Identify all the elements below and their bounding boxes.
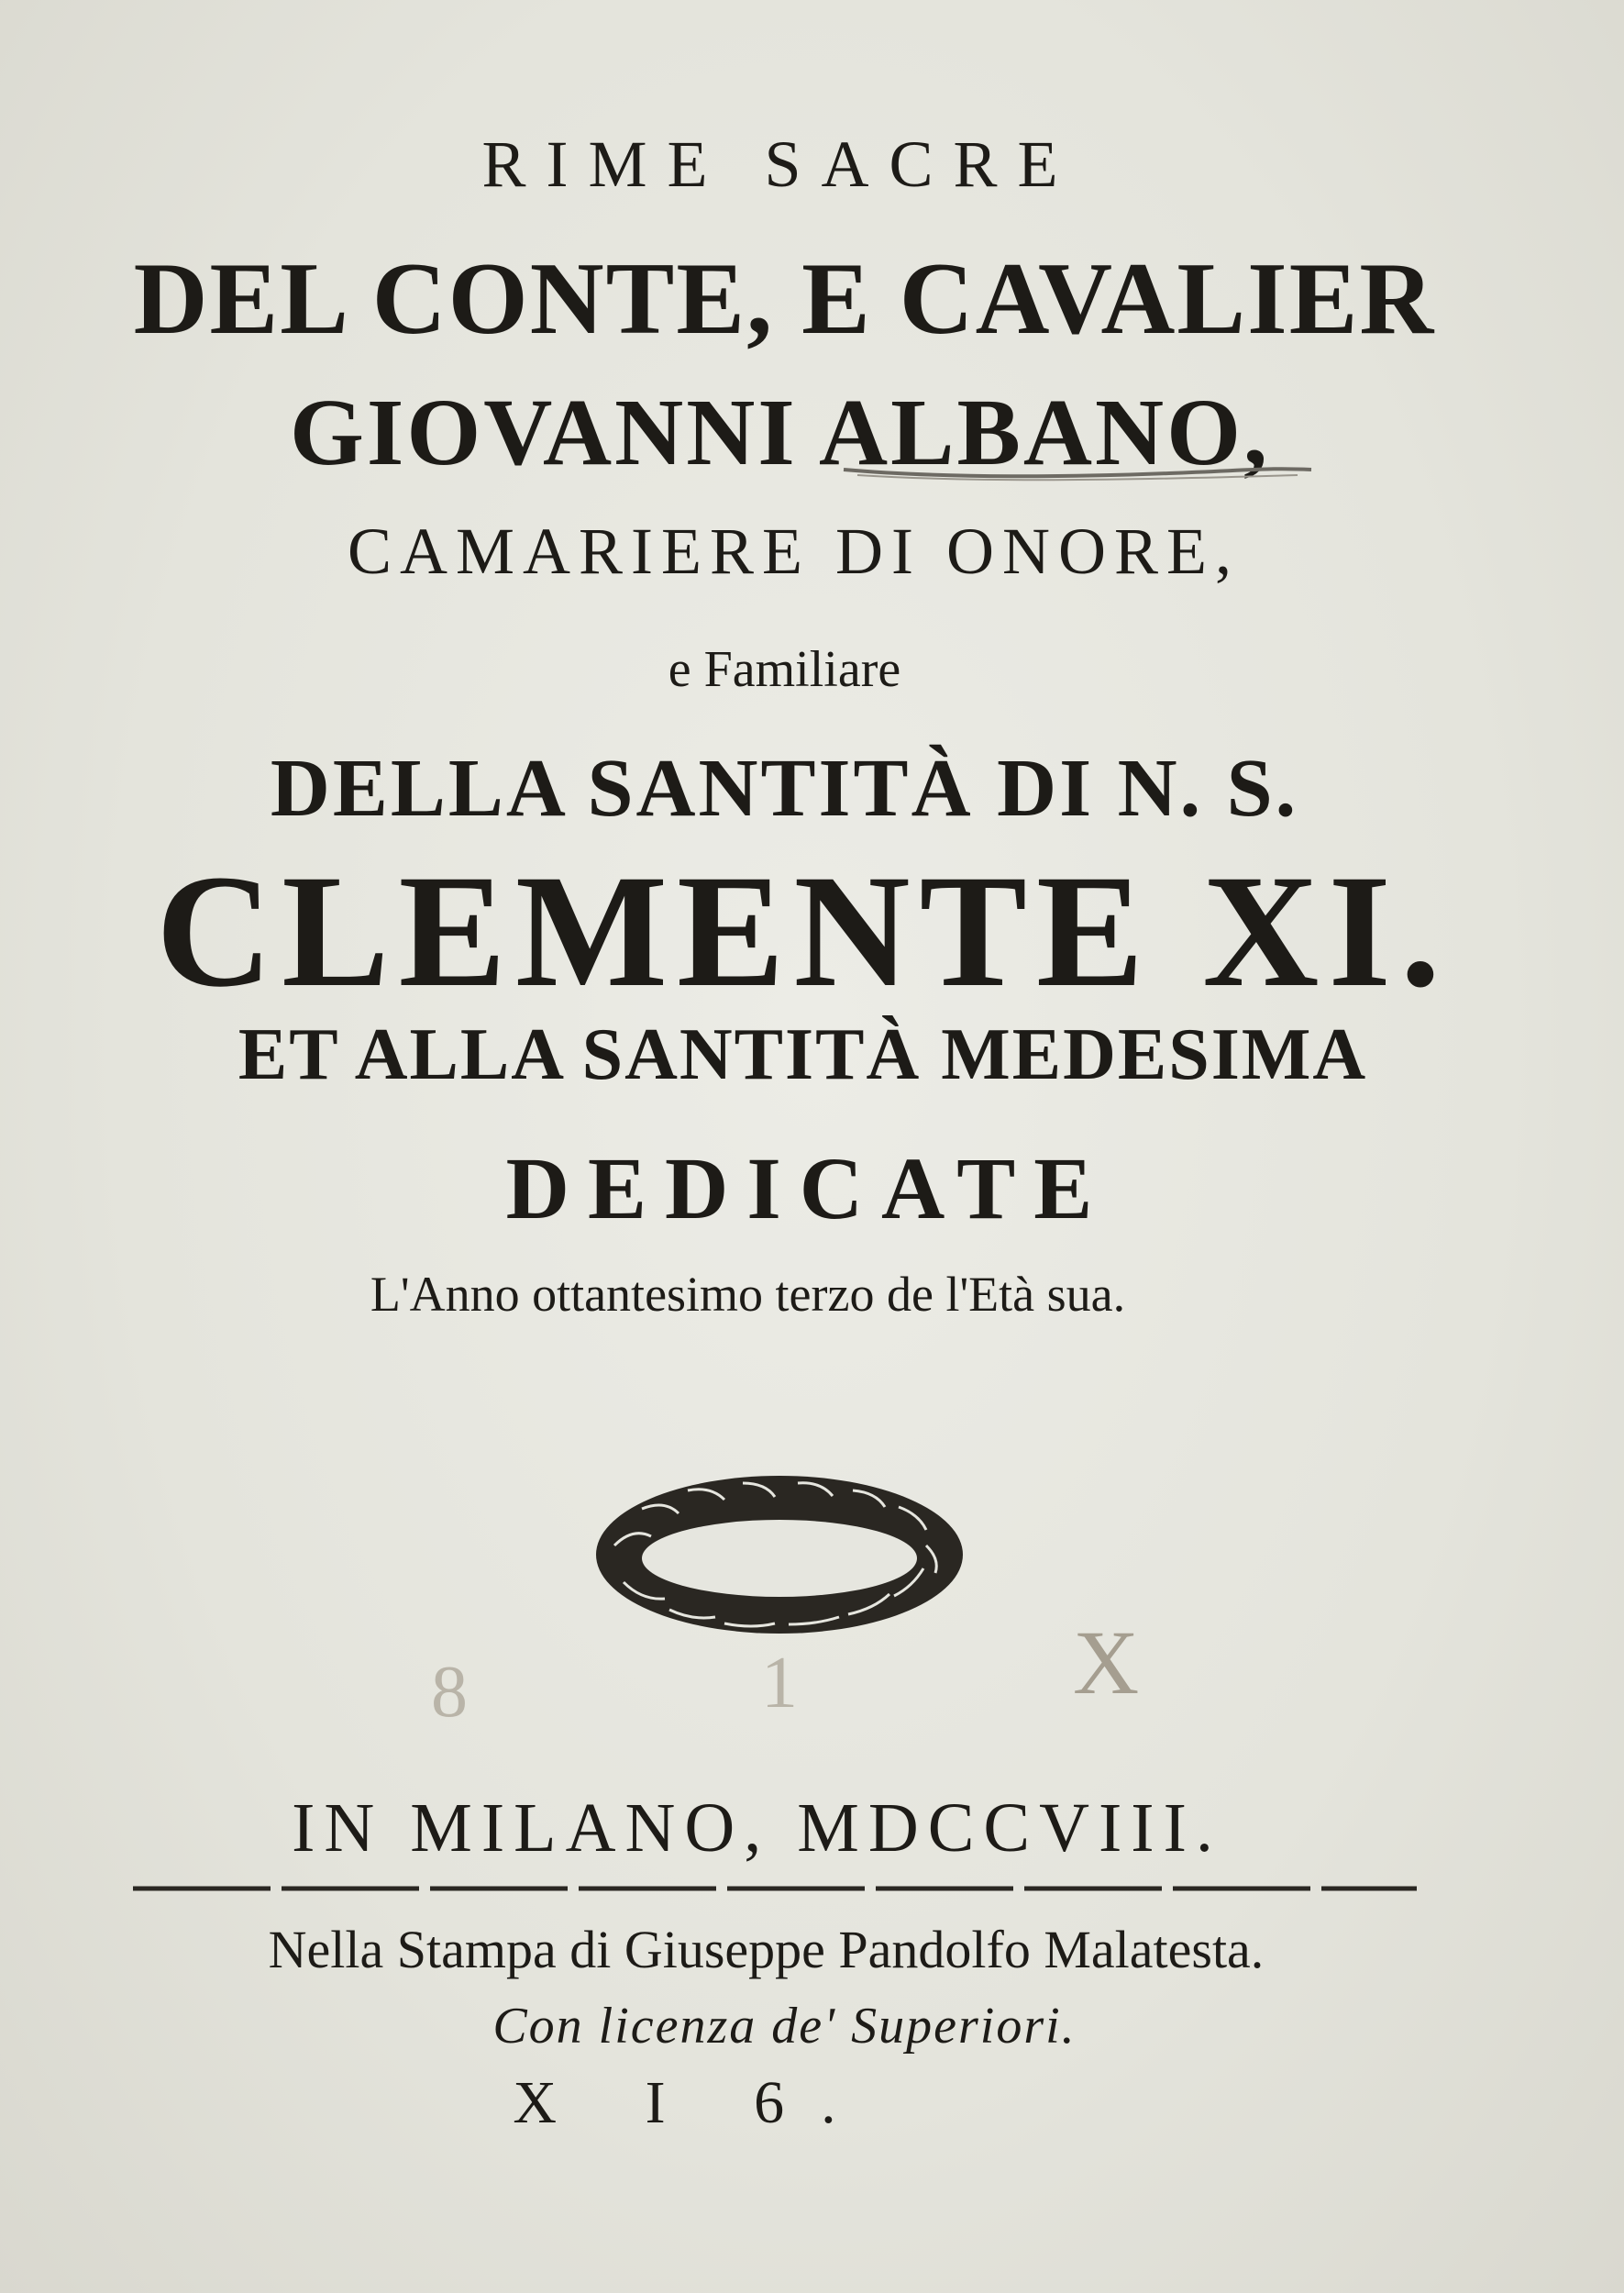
handwritten-mark-x: X bbox=[1073, 1612, 1140, 1713]
imprint-place-date: IN MILANO, MDCCVIII. bbox=[292, 1789, 1222, 1867]
imprint-printer: Nella Stampa di Giuseppe Pandolfo Malatesta. bbox=[268, 1920, 1265, 1979]
title-line-dedicate: DEDICATE bbox=[505, 1139, 1111, 1237]
handwritten-mark-8: 8 bbox=[431, 1652, 468, 1733]
imprint-license: Con licenza de' Superiori. bbox=[492, 1998, 1077, 2055]
pencil-underline-icon bbox=[839, 459, 1316, 482]
imprint-shelfmark: X I 6. bbox=[513, 2069, 873, 2136]
title-line-familiare: e Familiare bbox=[668, 641, 901, 698]
title-line-author-name: GIOVANNI ALBANO, bbox=[290, 380, 1270, 485]
title-line-author-rank: DEL CONTE, E CAVALIER bbox=[133, 242, 1436, 356]
title-line-age: L'Anno ottantesimo terzo de l'Età sua. bbox=[370, 1267, 1126, 1322]
title-line-rime-sacre: RIME SACRE bbox=[481, 127, 1078, 201]
divider-rule bbox=[133, 1883, 1417, 1894]
title-line-santita: DELLA SANTITÀ DI N. S. bbox=[270, 743, 1299, 834]
handwritten-mark-1: 1 bbox=[761, 1643, 798, 1723]
title-line-dedication: ET ALLA SANTITÀ MEDESIMA bbox=[238, 1014, 1368, 1095]
laurel-wreath-icon bbox=[587, 1463, 972, 1646]
title-line-office: CAMARIERE DI ONORE, bbox=[348, 515, 1240, 588]
title-line-clemente: CLEMENTE XI. bbox=[156, 842, 1450, 1021]
